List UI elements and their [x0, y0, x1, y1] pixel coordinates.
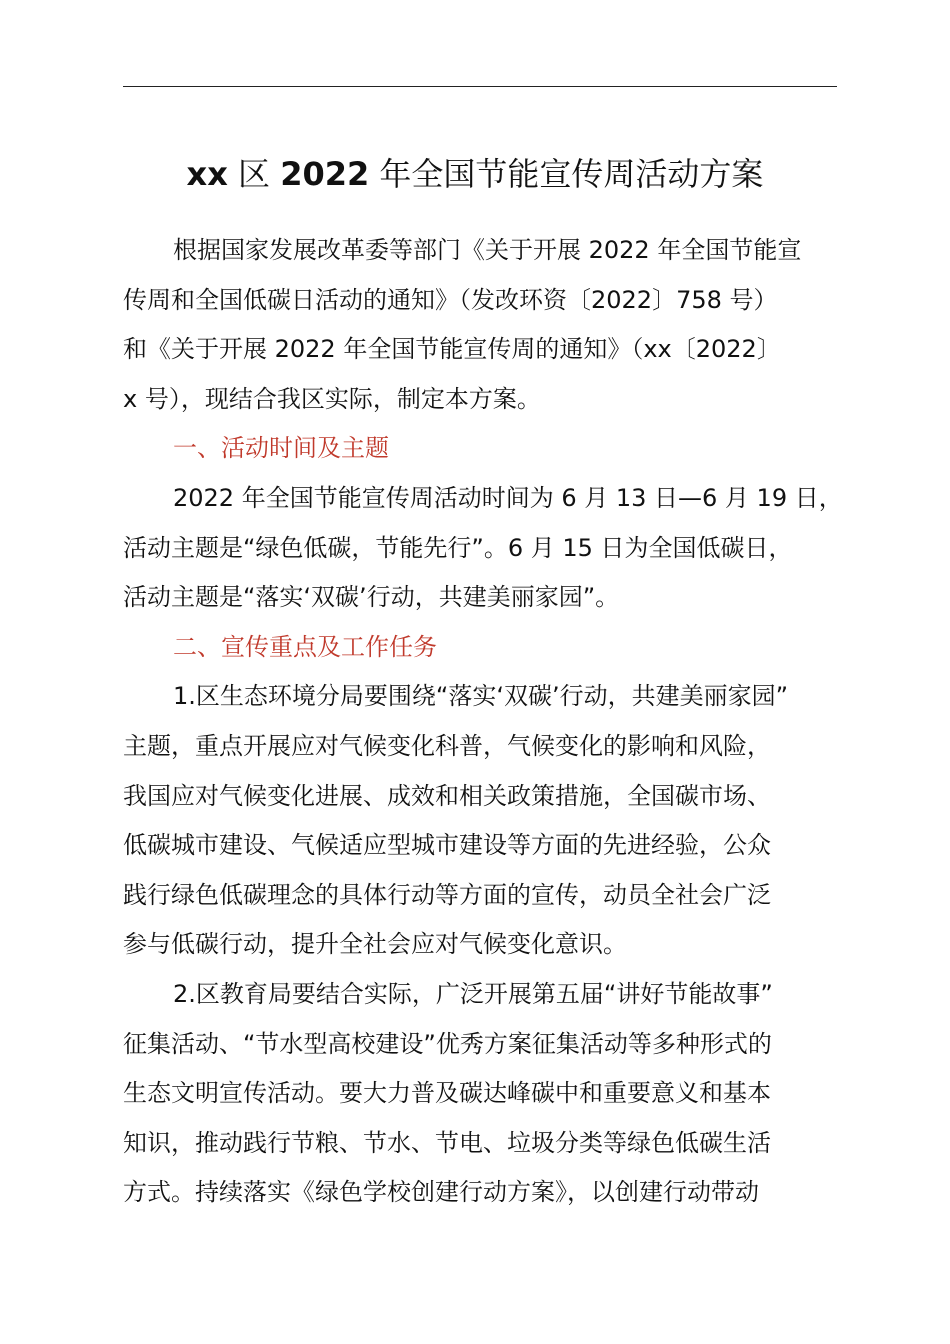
item-two-line: 知识，推动践行节粮、节水、节电、垃圾分类等绿色低碳生活 — [123, 1128, 771, 1157]
item-one-line: 低碳城市建设、气候适应型城市建设等方面的先进经验，公众 — [123, 831, 771, 860]
title-region: 区 — [238, 155, 271, 193]
section-one-line: 活动主题是“落实‘双碳’行动，共建美丽家园”。 — [123, 583, 620, 612]
title-year: 2022 — [280, 155, 370, 193]
title-rest: 年全国节能宣传周活动方案 — [379, 155, 764, 193]
item-one-line: 我国应对气候变化进展、成效和相关政策措施，全国碳市场、 — [123, 781, 771, 810]
document-title — [0, 150, 950, 198]
section-heading-key-tasks: 二、宣传重点及工作任务 — [173, 632, 437, 661]
intro-paragraph-line: x 号），现结合我区实际，制定本方案。 — [123, 384, 541, 413]
item-one-line: 主题，重点开展应对气候变化科普，气候变化的影响和风险， — [123, 731, 771, 760]
document-body — [123, 226, 843, 1218]
intro-paragraph-line: 传周和全国低碳日活动的通知》（发改环资〔2022〕758 号） — [123, 285, 778, 314]
item-two-line: 征集活动、“节水型高校建设”优秀方案征集活动等多种形式的 — [123, 1029, 772, 1058]
intro-paragraph-line: 和《关于开展 2022 年全国节能宣传周的通知》（xx〔2022〕 — [123, 335, 781, 364]
item-one-line: 1.区生态环境分局要围绕“落实‘双碳’行动，共建美丽家园” — [173, 682, 789, 711]
section-one-line: 活动主题是“绿色低碳，节能先行”。6 月 15 日为全国低碳日， — [123, 533, 793, 562]
title-prefix: xx — [186, 155, 228, 193]
header-rule — [123, 86, 837, 87]
intro-paragraph-line: 根据国家发展改革委等部门《关于开展 2022 年全国节能宣 — [173, 236, 802, 264]
section-one-line: 2022 年全国节能宣传周活动时间为 6 月 13 日—6 月 19 日， — [173, 483, 843, 512]
item-two-line: 生态文明宣传活动。要大力普及碳达峰碳中和重要意义和基本 — [123, 1079, 771, 1108]
section-heading-time-theme: 一、活动时间及主题 — [173, 434, 389, 463]
item-one-line: 践行绿色低碳理念的具体行动等方面的宣传，动员全社会广泛 — [123, 880, 771, 909]
item-two-line: 2.区教育局要结合实际，广泛开展第五届“讲好节能故事” — [173, 979, 773, 1008]
item-two-line: 方式。持续落实《绿色学校创建行动方案》，以创建行动带动 — [123, 1178, 759, 1207]
item-one-line: 参与低碳行动，提升全社会应对气候变化意识。 — [123, 930, 627, 959]
